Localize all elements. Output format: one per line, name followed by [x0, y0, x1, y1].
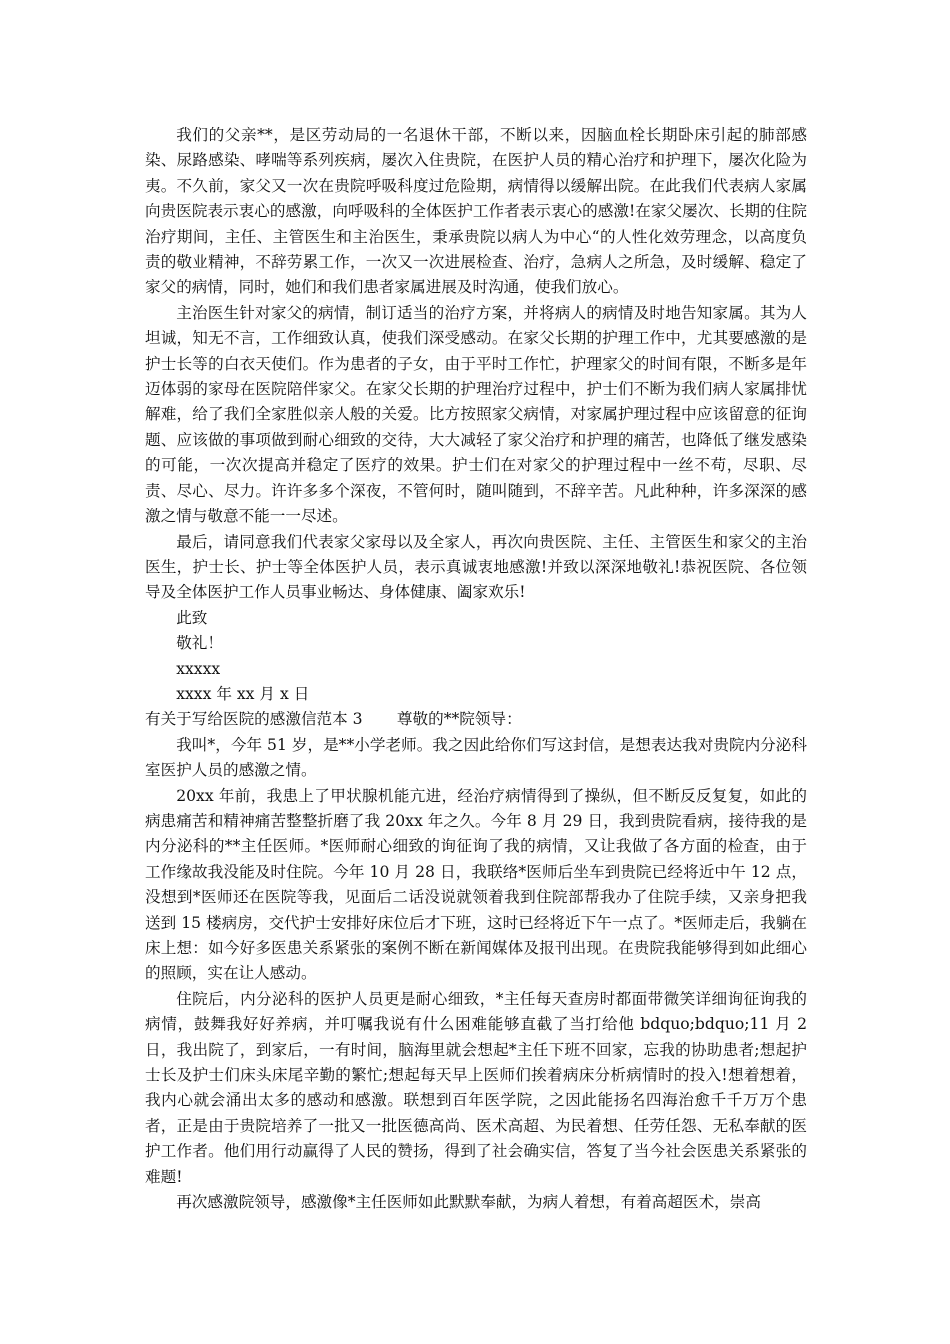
letter1-closing-1: 此致 [176, 608, 208, 627]
letter2-heading-line [145, 707, 807, 732]
letter2-paragraph-1: 我叫*，今年 51 岁，是**小学老师。我之因此给你们写这封信，是想表达我对贵院内分泌科室医护人员的感激之情。 [145, 735, 807, 780]
letter2-paragraph-3: 住院后，内分泌科的医护人员更是耐心细致，*主任每天查房时都面带微笑详细询征询我的病情，鼓舞我好好养病，并叮嘱我说有什么困难能够直截了当打给他 bdquo;bdquo;11 月 2 日，我出院了，到家后，一有时间，脑海里就会想起*主任下班不回家，忘我的协助患者;想起护士长及护士们床头床尾辛勤的繁忙;想起每天早上医师们挨着病床分析病情时的投入!想着想着，我内心就会涌出太多的感动和感激。联想到百年医学院，之因此能扬名四海治愈千千万万个患者，正是由于贵院培养了一批又一批医德高尚、医术高超、为民着想、任劳任怨、无私奉献的医护工作者。他们用行动赢得了人民的赞扬，得到了社会确实信，答复了当今社会医患关系紧张的难题! [145, 989, 807, 1186]
letter1-closing-2: 敬礼！ [176, 634, 223, 653]
letter2-salutation: 尊敬的**院领导： [396, 710, 522, 729]
letter2-paragraph-4: 再次感激院领导，感激像*主任医师如此默默奉献，为病人着想，有着高超医术，崇高 [176, 1193, 761, 1212]
letter1-signature: xxxxx [176, 659, 221, 678]
letter1-paragraph-3: 最后，请同意我们代表家父家母以及全家人，再次向贵医院、主任、主管医生和家父的主治医生，护士长、护士等全体医护人员，表示真诚衷地感激!并致以深深地敬礼!恭祝医院、各位领导及全体医护工作人员事业畅达、身体健康、阖家欢乐! [145, 532, 807, 602]
letter1-date: xxxx 年 xx 月 x 日 [176, 684, 310, 703]
letter2-paragraph-2: 20xx 年前，我患上了甲状腺机能亢进，经治疗病情得到了操纵，但不断反反复复，如此的病患痛苦和精神痛苦整整折磨了我 20xx 年之久。今年 8 月 29 日，我到贵院看病，接待我的是内分泌科的**主任医师。*医师耐心细致的询征询了我的病情，又让我做了各方面的检查，由于工作缘故我没能及时住院。今年 10 月 28 日，我联络*医师后坐车到贵院已经将近中午 12 点，没想到*医师还在医院等我，见面后二话没说就领着我到住院部帮我办了住院手续，又亲身把我送到 15 楼病房，交代护士安排好床位后才下班，这时已经将近下午一点了。*医师走后，我躺在床上想：如今好多医患关系紧张的案例不断在新闻媒体及报刊出现。在贵院我能够得到如此细心的照顾，实在让人感动。 [145, 786, 807, 983]
letter2-heading: 有关于写给医院的感激信范本 3 [145, 710, 363, 729]
document-page [145, 123, 807, 1215]
letter1-paragraph-1: 我们的父亲**，是区劳动局的一名退休干部，不断以来，因脑血栓长期卧床引起的肺部感染、尿路感染、哮喘等系列疾病，屡次入住贵院，在医护人员的精心治疗和护理下，屡次化险为夷。不久前，家父又一次在贵院呼吸科度过危险期，病情得以缓解出院。在此我们代表病人家属向贵医院表示衷心的感激，向呼吸科的全体医护工作者表示衷心的感激!在家父屡次、长期的住院治疗期间，主任、主管医生和主治医生，秉承贵院以病人为中心“的人性化效劳理念，以高度负责的敬业精神，不辞劳累工作，一次又一次进展检查、治疗，急病人之所急，及时缓解、稳定了家父的病情，同时，她们和我们患者家属进展及时沟通，使我们放心。 [145, 126, 807, 297]
letter1-paragraph-2: 主治医生针对家父的病情，制订适当的治疗方案，并将病人的病情及时地告知家属。其为人坦诚，知无不言，工作细致认真，使我们深受感动。在家父长期的护理工作中，尤其要感激的是护士长等的白衣天使们。作为患者的子女，由于平时工作忙，护理家父的时间有限，不断多是年迈体弱的家母在医院陪伴家父。在家父长期的护理治疗过程中，护士们不断为我们病人家属排忧解难，给了我们全家胜似亲人般的关爱。比方按照家父病情，对家属护理过程中应该留意的征询题、应该做的事项做到耐心细致的交待，大大减轻了家父治疗和护理的痛苦，也降低了继发感染的可能，一次次提高并稳定了医疗的效果。护士们在对家父的护理过程中一丝不苟，尽职、尽责、尽心、尽力。许许多多个深夜，不管何时，随叫随到，不辞辛苦。凡此种种，许多深深的感激之情与敬意不能一一尽述。 [145, 303, 807, 526]
